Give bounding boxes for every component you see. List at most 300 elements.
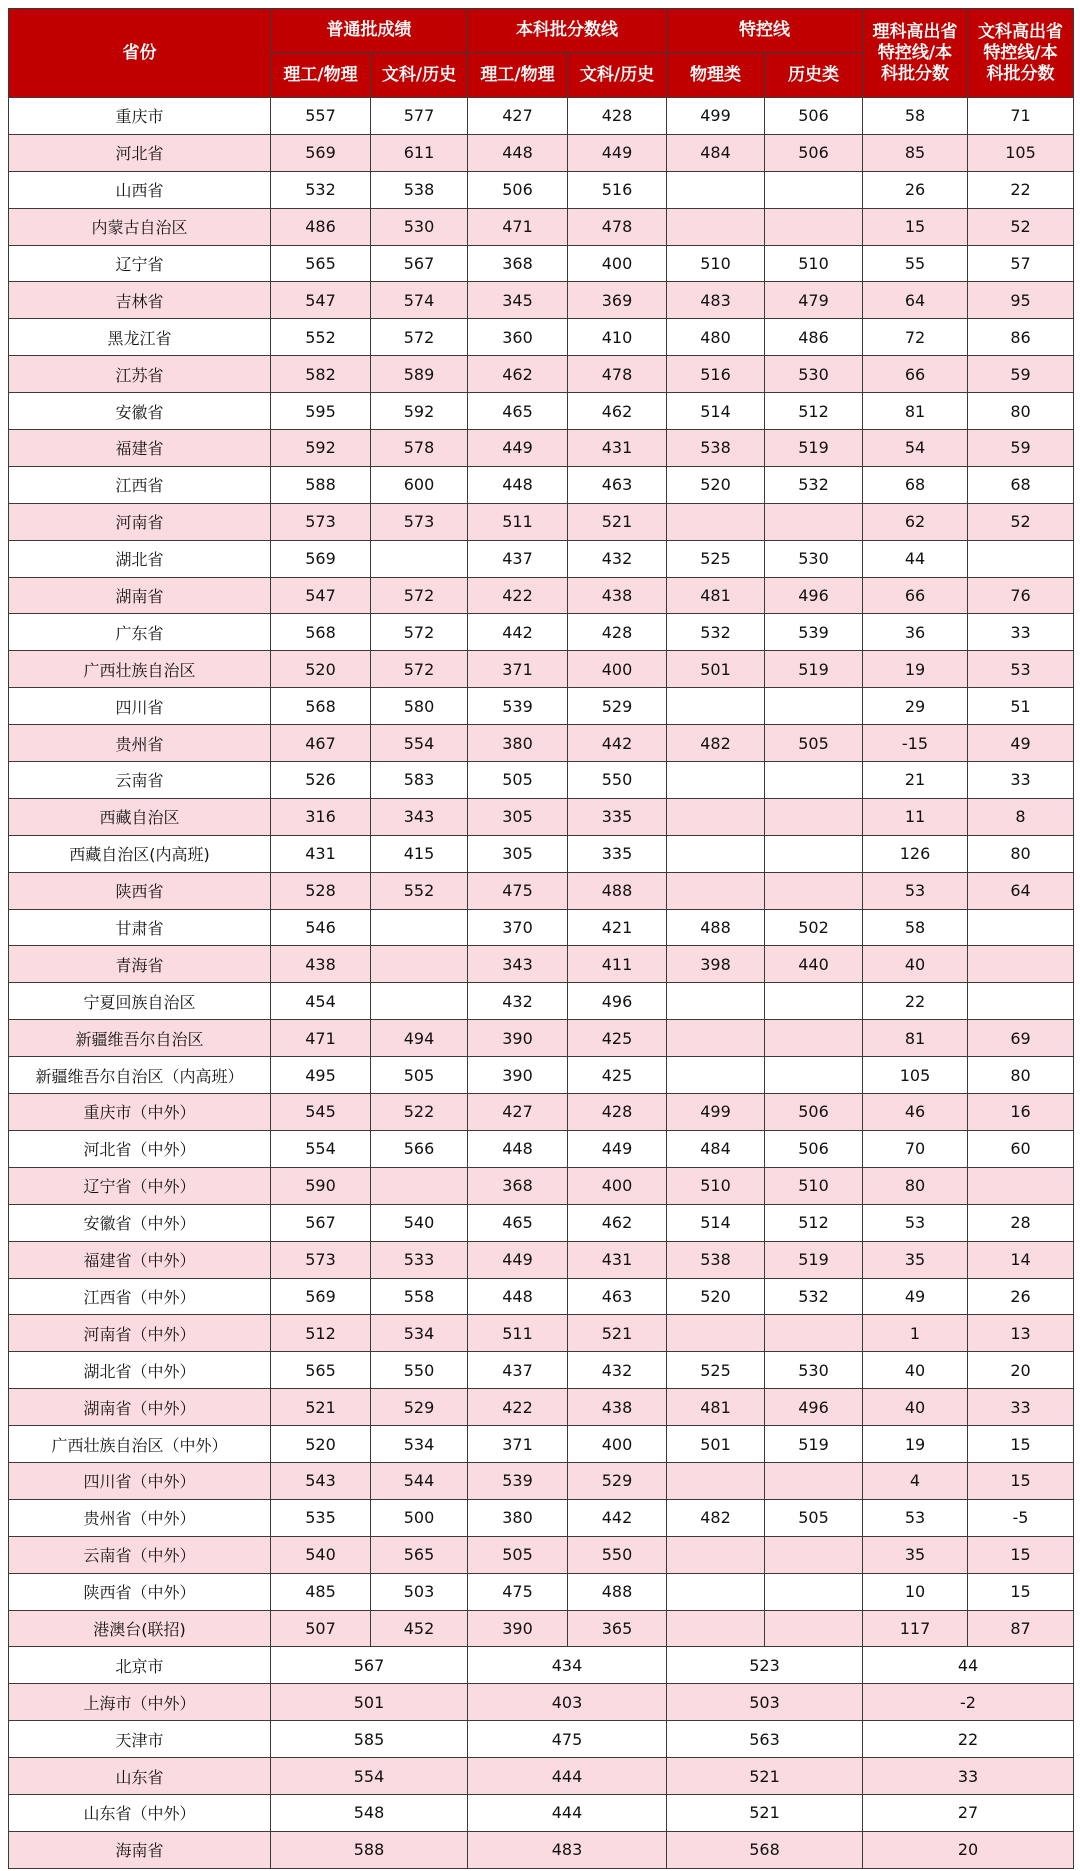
cell-diff-arts: 86 <box>968 319 1074 356</box>
cell-sp-phys: 480 <box>667 319 765 356</box>
cell-normal-sci: 595 <box>271 393 371 430</box>
cell-ug-sci: 448 <box>468 466 568 503</box>
cell-diff-arts: 59 <box>968 430 1074 467</box>
cell-normal-sci: 565 <box>271 1352 371 1389</box>
cell-diff-arts: 33 <box>968 762 1074 799</box>
cell-normal-arts: 611 <box>371 134 468 171</box>
table-row <box>9 1020 1074 1057</box>
cell-ug-arts: 521 <box>568 503 667 540</box>
table-row <box>9 1499 1074 1536</box>
cell-ug-sci: 442 <box>468 614 568 651</box>
cell-ug-arts: 335 <box>568 798 667 835</box>
cell-diff-sci: 49 <box>863 1278 968 1315</box>
cell-province: 河南省 <box>9 503 271 540</box>
cell-diff-sci: 40 <box>863 1352 968 1389</box>
cell-diff-sci: 36 <box>863 614 968 651</box>
cell-sp-hist: 530 <box>765 356 863 393</box>
cell-province: 广西壮族自治区 <box>9 651 271 688</box>
cell-normal-sci: 467 <box>271 725 371 762</box>
cell-sp-hist <box>765 1020 863 1057</box>
cell-normal-sci: 495 <box>271 1057 371 1094</box>
cell-sp-hist: 496 <box>765 1389 863 1426</box>
cell-sp-hist: 506 <box>765 1094 863 1131</box>
cell-diff-sci: 11 <box>863 798 968 835</box>
header-ug-arts: 文科/历史 <box>568 53 667 98</box>
table-row <box>9 946 1074 983</box>
cell-diff-arts: 69 <box>968 1020 1074 1057</box>
table-row <box>9 1315 1074 1352</box>
cell-diff-arts: 15 <box>968 1462 1074 1499</box>
cell-normal-sci: 438 <box>271 946 371 983</box>
cell-normal-arts: 540 <box>371 1204 468 1241</box>
cell-sp-hist: 530 <box>765 540 863 577</box>
cell-province: 辽宁省 <box>9 245 271 282</box>
table-row <box>9 688 1074 725</box>
cell-ug-sci: 449 <box>468 430 568 467</box>
cell-diff-sci: 1 <box>863 1315 968 1352</box>
cell-sp-hist: 505 <box>765 725 863 762</box>
cell-diff-arts: 22 <box>968 171 1074 208</box>
cell-sp-phys: 482 <box>667 1499 765 1536</box>
cell-sp-phys: 484 <box>667 1130 765 1167</box>
header-special-line: 特控线 <box>667 9 863 53</box>
cell-sp-phys: 501 <box>667 1426 765 1463</box>
cell-normal-sci: 554 <box>271 1130 371 1167</box>
cell-normal-arts: 522 <box>371 1094 468 1131</box>
cell-undergrad-merged: 483 <box>468 1831 667 1868</box>
cell-undergrad-merged: 444 <box>468 1758 667 1795</box>
cell-ug-sci: 368 <box>468 245 568 282</box>
cell-sp-hist <box>765 1573 863 1610</box>
cell-ug-arts: 400 <box>568 245 667 282</box>
cell-sp-hist: 506 <box>765 1130 863 1167</box>
cell-province: 北京市 <box>9 1647 271 1684</box>
cell-normal-arts: 572 <box>371 651 468 688</box>
cell-normal-arts: 550 <box>371 1352 468 1389</box>
cell-diff-sci: 35 <box>863 1536 968 1573</box>
cell-sp-hist <box>765 503 863 540</box>
cell-sp-hist: 532 <box>765 466 863 503</box>
cell-undergrad-merged: 475 <box>468 1721 667 1758</box>
cell-sp-hist: 502 <box>765 909 863 946</box>
cell-normal-arts: 529 <box>371 1389 468 1426</box>
table-row <box>9 1167 1074 1204</box>
cell-diff-sci: 105 <box>863 1057 968 1094</box>
table-row <box>9 1057 1074 1094</box>
table-row <box>9 1610 1074 1647</box>
cell-province: 青海省 <box>9 946 271 983</box>
cell-sp-phys: 481 <box>667 1389 765 1426</box>
cell-sp-hist: 510 <box>765 245 863 282</box>
cell-province: 黑龙江省 <box>9 319 271 356</box>
cell-diff-sci: 40 <box>863 946 968 983</box>
cell-ug-sci: 360 <box>468 319 568 356</box>
cell-ug-arts: 478 <box>568 356 667 393</box>
cell-special-merged: 521 <box>667 1758 863 1795</box>
cell-ug-arts: 463 <box>568 1278 667 1315</box>
cell-sp-phys: 538 <box>667 430 765 467</box>
cell-diff-sci: 62 <box>863 503 968 540</box>
cell-diff-arts: 64 <box>968 872 1074 909</box>
cell-diff-sci: 19 <box>863 651 968 688</box>
cell-diff-sci: 53 <box>863 872 968 909</box>
cell-normal-sci: 520 <box>271 651 371 688</box>
cell-normal-arts: 538 <box>371 171 468 208</box>
table-row <box>9 282 1074 319</box>
cell-normal-sci: 535 <box>271 1499 371 1536</box>
table-row <box>9 872 1074 909</box>
cell-diff-sci: 19 <box>863 1426 968 1463</box>
cell-ug-arts: 550 <box>568 1536 667 1573</box>
cell-ug-arts: 529 <box>568 688 667 725</box>
header-diff-sci-line: 理科高出省 <box>872 21 958 42</box>
cell-ug-sci: 371 <box>468 651 568 688</box>
cell-normal-sci: 573 <box>271 1241 371 1278</box>
cell-normal-sci: 526 <box>271 762 371 799</box>
cell-diff-arts: 15 <box>968 1536 1074 1573</box>
cell-province: 西藏自治区(内高班) <box>9 835 271 872</box>
cell-normal-sci: 532 <box>271 171 371 208</box>
cell-normal-sci: 552 <box>271 319 371 356</box>
cell-province: 山东省 <box>9 1758 271 1795</box>
cell-ug-arts: 442 <box>568 1499 667 1536</box>
cell-ug-arts: 431 <box>568 430 667 467</box>
cell-ug-arts: 400 <box>568 1167 667 1204</box>
cell-normal-arts: 592 <box>371 393 468 430</box>
cell-diff-sci: 55 <box>863 245 968 282</box>
cell-sp-hist: 486 <box>765 319 863 356</box>
cell-sp-hist <box>765 1315 863 1352</box>
cell-sp-hist: 505 <box>765 1499 863 1536</box>
cell-normal-sci: 588 <box>271 466 371 503</box>
cell-province: 新疆维吾尔自治区（内高班） <box>9 1057 271 1094</box>
table-row-merged <box>9 1831 1074 1868</box>
cell-ug-arts: 449 <box>568 134 667 171</box>
cell-ug-arts: 365 <box>568 1610 667 1647</box>
cell-normal-arts <box>371 909 468 946</box>
cell-normal-merged: 548 <box>271 1794 468 1831</box>
table-row <box>9 1536 1074 1573</box>
cell-sp-phys <box>667 171 765 208</box>
cell-normal-arts <box>371 946 468 983</box>
table-row <box>9 1278 1074 1315</box>
cell-ug-sci: 427 <box>468 1094 568 1131</box>
cell-normal-sci: 316 <box>271 798 371 835</box>
cell-diff-sci: 66 <box>863 356 968 393</box>
cell-ug-arts: 432 <box>568 1352 667 1389</box>
cell-province: 广西壮族自治区（中外） <box>9 1426 271 1463</box>
cell-diff-arts <box>968 946 1074 983</box>
cell-diff-arts: 60 <box>968 1130 1074 1167</box>
cell-special-merged: 563 <box>667 1721 863 1758</box>
cell-ug-arts: 410 <box>568 319 667 356</box>
cell-diff-arts: 57 <box>968 245 1074 282</box>
cell-normal-arts: 554 <box>371 725 468 762</box>
cell-sp-phys: 484 <box>667 134 765 171</box>
cell-normal-merged: 588 <box>271 1831 468 1868</box>
table-row <box>9 1426 1074 1463</box>
cell-diff-sci: 64 <box>863 282 968 319</box>
cell-sp-phys: 483 <box>667 282 765 319</box>
cell-normal-arts: 494 <box>371 1020 468 1057</box>
table-row <box>9 393 1074 430</box>
header-normal-sci: 理工/物理 <box>271 53 371 98</box>
table-row <box>9 983 1074 1020</box>
cell-province: 江苏省 <box>9 356 271 393</box>
cell-normal-arts: 534 <box>371 1315 468 1352</box>
cell-diff-sci: 126 <box>863 835 968 872</box>
cell-ug-arts: 462 <box>568 1204 667 1241</box>
cell-sp-phys <box>667 762 765 799</box>
header-sp-hist: 历史类 <box>765 53 863 98</box>
cell-ug-sci: 422 <box>468 577 568 614</box>
cell-normal-merged: 567 <box>271 1647 468 1684</box>
cell-diff-sci: -15 <box>863 725 968 762</box>
cell-province: 重庆市（中外） <box>9 1094 271 1131</box>
cell-province: 福建省 <box>9 430 271 467</box>
cell-sp-phys: 514 <box>667 393 765 430</box>
cell-sp-hist: 506 <box>765 134 863 171</box>
cell-sp-hist: 479 <box>765 282 863 319</box>
cell-province: 贵州省（中外） <box>9 1499 271 1536</box>
cell-sp-phys <box>667 1020 765 1057</box>
cell-province: 重庆市 <box>9 98 271 135</box>
cell-ug-arts: 428 <box>568 1094 667 1131</box>
cell-undergrad-merged: 403 <box>468 1684 667 1721</box>
cell-normal-sci: 543 <box>271 1462 371 1499</box>
cell-normal-arts: 572 <box>371 319 468 356</box>
table-row <box>9 909 1074 946</box>
cell-diff-sci: 22 <box>863 983 968 1020</box>
cell-ug-sci: 305 <box>468 798 568 835</box>
cell-sp-hist <box>765 1462 863 1499</box>
cell-province: 江西省（中外） <box>9 1278 271 1315</box>
cell-diff-arts <box>968 540 1074 577</box>
cell-normal-sci: 485 <box>271 1573 371 1610</box>
cell-diff-sci: 117 <box>863 1610 968 1647</box>
cell-sp-phys: 525 <box>667 540 765 577</box>
cell-ug-arts: 496 <box>568 983 667 1020</box>
cell-province: 吉林省 <box>9 282 271 319</box>
cell-normal-arts: 580 <box>371 688 468 725</box>
cell-diff-arts: 76 <box>968 577 1074 614</box>
cell-ug-sci: 511 <box>468 503 568 540</box>
cell-ug-sci: 305 <box>468 835 568 872</box>
cell-sp-hist <box>765 872 863 909</box>
cell-ug-sci: 511 <box>468 1315 568 1352</box>
cell-sp-phys: 482 <box>667 725 765 762</box>
cell-ug-arts: 432 <box>568 540 667 577</box>
cell-province: 安徽省 <box>9 393 271 430</box>
cell-normal-arts: 574 <box>371 282 468 319</box>
cell-diff-arts: 16 <box>968 1094 1074 1131</box>
cell-sp-hist: 512 <box>765 393 863 430</box>
cell-sp-hist <box>765 1057 863 1094</box>
cell-diff-merged: 20 <box>863 1831 1074 1868</box>
cell-sp-phys <box>667 1536 765 1573</box>
cell-diff-arts: 87 <box>968 1610 1074 1647</box>
cell-ug-arts: 335 <box>568 835 667 872</box>
cell-province: 西藏自治区 <box>9 798 271 835</box>
cell-diff-arts: 105 <box>968 134 1074 171</box>
cell-ug-sci: 345 <box>468 282 568 319</box>
cell-ug-arts: 400 <box>568 1426 667 1463</box>
cell-ug-arts: 400 <box>568 651 667 688</box>
cell-province: 四川省 <box>9 688 271 725</box>
table-row <box>9 651 1074 688</box>
cell-sp-phys: 481 <box>667 577 765 614</box>
cell-province: 贵州省 <box>9 725 271 762</box>
cell-diff-arts: 15 <box>968 1573 1074 1610</box>
cell-ug-arts: 438 <box>568 1389 667 1426</box>
cell-ug-sci: 506 <box>468 171 568 208</box>
cell-normal-sci: 569 <box>271 540 371 577</box>
cell-sp-phys: 516 <box>667 356 765 393</box>
cell-ug-arts: 463 <box>568 466 667 503</box>
cell-normal-arts: 572 <box>371 614 468 651</box>
cell-province: 内蒙古自治区 <box>9 208 271 245</box>
header-undergrad-line: 本科批分数线 <box>468 9 667 53</box>
header-diff-arts-line: 科批分数 <box>986 63 1055 84</box>
cell-ug-sci: 368 <box>468 1167 568 1204</box>
cell-sp-phys <box>667 1610 765 1647</box>
cell-special-merged: 568 <box>667 1831 863 1868</box>
cell-ug-sci: 539 <box>468 688 568 725</box>
cell-ug-arts: 488 <box>568 872 667 909</box>
cell-ug-arts: 369 <box>568 282 667 319</box>
cell-sp-hist <box>765 688 863 725</box>
cell-normal-arts <box>371 1167 468 1204</box>
cell-ug-arts: 411 <box>568 946 667 983</box>
header-diff-sci-line: 特控线/本 <box>877 42 953 63</box>
cell-diff-arts: 53 <box>968 651 1074 688</box>
table-row <box>9 319 1074 356</box>
cell-normal-arts: 573 <box>371 503 468 540</box>
score-table <box>8 8 1074 1869</box>
cell-normal-sci: 573 <box>271 503 371 540</box>
header-normal-batch: 普通批成绩 <box>271 9 468 53</box>
cell-sp-hist <box>765 762 863 799</box>
cell-province: 山东省（中外） <box>9 1794 271 1831</box>
header-diff-arts <box>968 9 1074 98</box>
table-row <box>9 98 1074 135</box>
cell-diff-arts: 51 <box>968 688 1074 725</box>
cell-ug-sci: 475 <box>468 872 568 909</box>
cell-normal-arts: 415 <box>371 835 468 872</box>
cell-province: 新疆维吾尔自治区 <box>9 1020 271 1057</box>
cell-special-merged: 521 <box>667 1794 863 1831</box>
cell-normal-sci: 540 <box>271 1536 371 1573</box>
cell-diff-merged: -2 <box>863 1684 1074 1721</box>
cell-sp-phys <box>667 872 765 909</box>
table-row <box>9 171 1074 208</box>
cell-sp-hist: 519 <box>765 1426 863 1463</box>
cell-diff-sci: 46 <box>863 1094 968 1131</box>
cell-sp-hist <box>765 1610 863 1647</box>
cell-normal-arts: 565 <box>371 1536 468 1573</box>
header-province: 省份 <box>9 9 271 98</box>
cell-sp-hist <box>765 171 863 208</box>
cell-ug-sci: 370 <box>468 909 568 946</box>
cell-normal-sci: 521 <box>271 1389 371 1426</box>
cell-normal-arts: 533 <box>371 1241 468 1278</box>
table-row <box>9 208 1074 245</box>
cell-ug-sci: 471 <box>468 208 568 245</box>
cell-sp-phys <box>667 835 765 872</box>
table-row-merged <box>9 1721 1074 1758</box>
cell-province: 河北省（中外） <box>9 1130 271 1167</box>
cell-ug-arts: 478 <box>568 208 667 245</box>
cell-diff-arts: 80 <box>968 835 1074 872</box>
cell-ug-sci: 462 <box>468 356 568 393</box>
cell-diff-arts: 80 <box>968 393 1074 430</box>
cell-normal-sci: 507 <box>271 1610 371 1647</box>
cell-ug-sci: 380 <box>468 725 568 762</box>
cell-sp-phys <box>667 983 765 1020</box>
cell-normal-sci: 546 <box>271 909 371 946</box>
cell-diff-arts: 68 <box>968 466 1074 503</box>
cell-sp-phys: 520 <box>667 1278 765 1315</box>
cell-province: 陕西省（中外） <box>9 1573 271 1610</box>
cell-province: 山西省 <box>9 171 271 208</box>
cell-normal-arts: 572 <box>371 577 468 614</box>
cell-sp-hist <box>765 208 863 245</box>
table-row <box>9 1130 1074 1167</box>
cell-diff-sci: 81 <box>863 1020 968 1057</box>
cell-normal-sci: 471 <box>271 1020 371 1057</box>
cell-province: 云南省（中外） <box>9 1536 271 1573</box>
cell-undergrad-merged: 444 <box>468 1794 667 1831</box>
table-row <box>9 725 1074 762</box>
cell-ug-sci: 448 <box>468 1278 568 1315</box>
header-diff-sci-line: 科批分数 <box>881 63 949 84</box>
table-row <box>9 503 1074 540</box>
cell-sp-phys <box>667 1057 765 1094</box>
cell-sp-phys: 532 <box>667 614 765 651</box>
cell-normal-arts: 589 <box>371 356 468 393</box>
header-diff-sci <box>863 9 968 98</box>
cell-ug-sci: 448 <box>468 1130 568 1167</box>
cell-ug-sci: 371 <box>468 1426 568 1463</box>
cell-province: 江西省 <box>9 466 271 503</box>
cell-diff-sci: 21 <box>863 762 968 799</box>
cell-ug-arts: 438 <box>568 577 667 614</box>
header-normal-arts: 文科/历史 <box>371 53 468 98</box>
cell-province: 河北省 <box>9 134 271 171</box>
cell-normal-arts: 343 <box>371 798 468 835</box>
cell-diff-arts: 49 <box>968 725 1074 762</box>
cell-sp-phys: 499 <box>667 1094 765 1131</box>
cell-normal-sci: 547 <box>271 282 371 319</box>
cell-diff-arts: 59 <box>968 356 1074 393</box>
cell-normal-sci: 547 <box>271 577 371 614</box>
cell-ug-arts: 516 <box>568 171 667 208</box>
cell-ug-sci: 427 <box>468 98 568 135</box>
cell-sp-phys <box>667 1573 765 1610</box>
cell-diff-sci: 4 <box>863 1462 968 1499</box>
cell-province: 湖南省（中外） <box>9 1389 271 1426</box>
cell-sp-hist: 496 <box>765 577 863 614</box>
cell-ug-sci: 343 <box>468 946 568 983</box>
cell-ug-arts: 529 <box>568 1462 667 1499</box>
cell-province: 广东省 <box>9 614 271 651</box>
cell-diff-arts <box>968 1167 1074 1204</box>
cell-diff-sci: 40 <box>863 1389 968 1426</box>
cell-province: 陕西省 <box>9 872 271 909</box>
cell-sp-hist: 532 <box>765 1278 863 1315</box>
cell-ug-sci: 539 <box>468 1462 568 1499</box>
cell-sp-hist: 506 <box>765 98 863 135</box>
